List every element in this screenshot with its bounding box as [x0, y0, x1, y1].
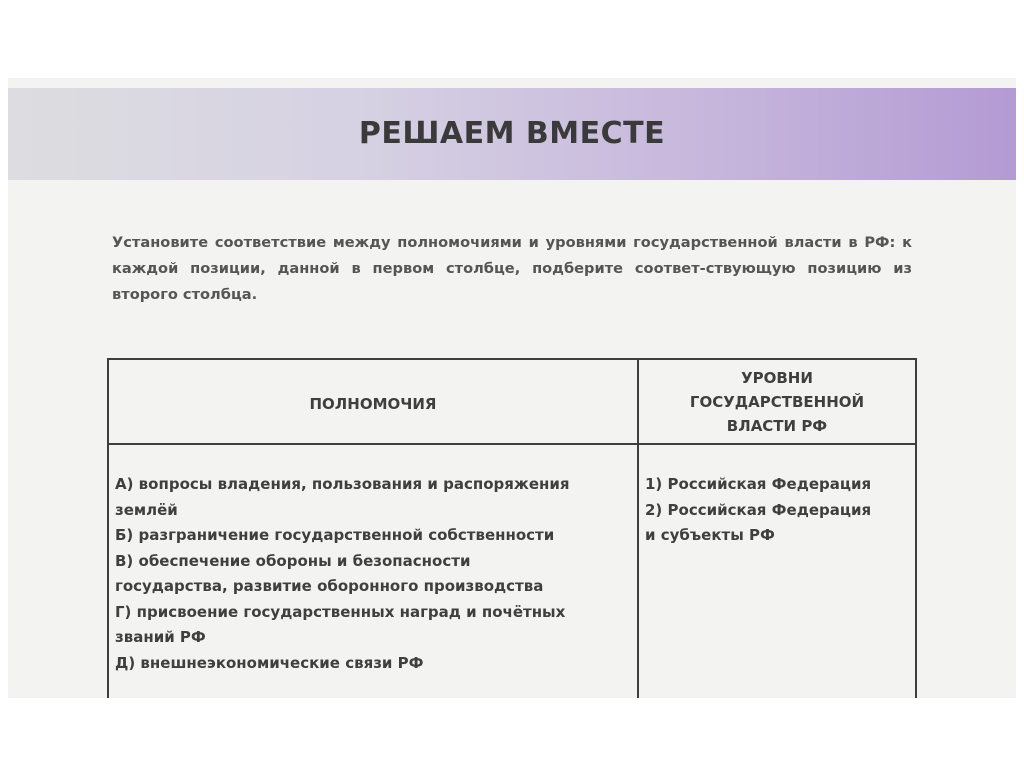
title-banner — [8, 88, 1016, 180]
slide — [8, 78, 1016, 698]
header-powers-label: ПОЛНОМОЧИЯ — [309, 394, 437, 413]
powers-list — [109, 445, 639, 698]
power-item: Д) внешнеэкономические связи РФ — [115, 653, 424, 672]
power-item: землёй — [115, 500, 178, 519]
levels-list — [639, 445, 915, 698]
power-item: В) обеспечение обороны и безопасности — [115, 551, 471, 570]
power-item: званий РФ — [115, 628, 206, 646]
power-item: Б) разграничение государственной собственности — [115, 526, 555, 544]
power-item: государства, развитие оборонного производства — [115, 577, 544, 595]
matching-table — [107, 358, 917, 698]
header-levels-line: ВЛАСТИ РФ — [726, 416, 828, 435]
header-levels — [639, 360, 915, 445]
level-item: 1) Российская Федерация — [645, 475, 872, 493]
power-item: Г) присвоение государственных наград и почётных — [115, 602, 566, 621]
slide-title: РЕШАЕМ ВМЕСТЕ — [358, 116, 666, 151]
header-levels-line: ГОСУДАРСТВЕННОЙ — [689, 392, 865, 411]
header-levels-line: УРОВНИ — [741, 368, 813, 387]
task-instructions: Установите соответствие между полномочиями и уровнями государственной власти в РФ: к каждой позиции, данной в первом столбце, подберите соответ-ствующую позицию из второго столбца. — [112, 234, 912, 303]
power-item: А) вопросы владения, пользования и распоряжения — [115, 475, 570, 493]
header-powers — [109, 360, 639, 445]
level-item: 2) Российская Федерация — [645, 500, 872, 519]
level-item: и субъекты РФ — [645, 526, 775, 544]
